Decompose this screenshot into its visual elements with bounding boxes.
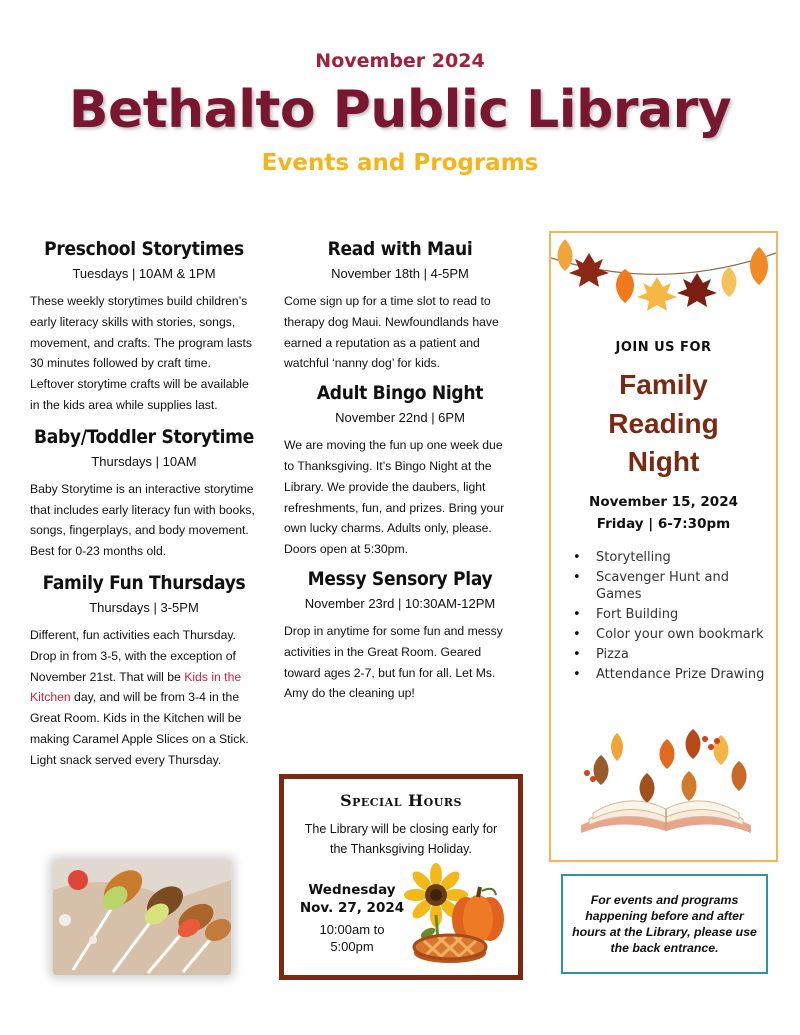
list-item: • Color your own bookmark: [573, 626, 769, 643]
list-item: • Fort Building: [573, 606, 769, 623]
activity-list: [573, 549, 769, 686]
event-time: Friday | 6-7:30pm: [596, 516, 731, 532]
family-reading-night-box: [549, 231, 778, 862]
section-schedule: November 23rd | 10:30AM-12PM: [304, 595, 496, 611]
family-fun-thursdays-section: [30, 570, 258, 771]
special-hours-heading: Special Hours: [340, 791, 462, 810]
special-hours-weekday: Wednesday: [308, 882, 396, 898]
join-us-label: JOIN US FOR: [615, 340, 712, 355]
kids-in-kitchen-highlight: Kids in the Kitchen: [30, 669, 242, 705]
autumn-leaf-garland-icon: [551, 233, 776, 323]
section-schedule: November 22nd | 6PM: [335, 410, 465, 426]
special-hours-date: [294, 881, 410, 917]
section-schedule: November 18th | 4-5PM: [331, 266, 469, 281]
baby-toddler-storytime-section: [30, 424, 258, 562]
section-description: We are moving the fun up one week due to Thanksgiving. It’s Bingo Night at the Library. We provide the daubers, light refreshments, fun, and prizes. Bring your own lucky charms. Adults only, please. Doors open at 5:30pm.: [284, 438, 505, 557]
special-hours-description: The Library will be closing early for the Thanksgiving Holiday.: [304, 822, 498, 856]
preschool-storytimes-section: [30, 236, 258, 416]
event-date: November 15, 2024: [589, 494, 738, 510]
list-item: • Pizza: [573, 646, 769, 663]
special-hours-box: [279, 774, 523, 980]
section-description: Baby Storytime is an interactive storytime that includes early literacy fun with books, songs, fingerplays, and body movement. Best for 0-23 months old.: [30, 481, 255, 559]
section-schedule: Thursdays | 10AM: [91, 453, 197, 469]
section-description: [30, 625, 258, 771]
messy-sensory-play-section: [284, 566, 516, 704]
special-hours-day: Nov. 27, 2024: [299, 900, 405, 916]
list-item: • Attendance Prize Drawing: [573, 666, 769, 683]
list-item: • Scavenger Hunt and Games: [573, 569, 769, 603]
middle-column: [284, 236, 516, 710]
title-line: Reading: [608, 407, 719, 439]
caramel-apple-photo: [53, 860, 231, 975]
special-hours-time-end: 5:00pm: [330, 939, 374, 954]
section-schedule: Tuesdays | 10AM & 1PM: [72, 266, 216, 281]
back-entrance-note-box: [561, 874, 768, 974]
section-heading: Preschool Storytimes: [44, 238, 244, 260]
section-description: These weekly storytimes build children’s early literacy skills with stories, songs, movement, and crafts. The program lasts 30 minutes followed by craft time. Leftover storytime crafts will be available in the kids area while supplies last.: [30, 294, 252, 412]
newsletter-month: November 2024: [315, 50, 485, 72]
special-hours-time: [298, 921, 406, 955]
section-heading: Baby/Toddler Storytime: [33, 425, 254, 448]
description-text: day, and will be from 3-4 in the Great Room. Kids in the Kitchen will be making Caramel Apple Slices on a Stick. Light snack served every Thursday.: [30, 690, 249, 767]
read-with-maui-section: [284, 236, 516, 374]
adult-bingo-night-section: [284, 380, 516, 560]
family-reading-night-datetime: [551, 491, 776, 535]
title-line: Family: [619, 369, 708, 400]
left-column: [30, 236, 258, 777]
family-reading-night-title: [551, 366, 776, 482]
open-book-icon: [571, 729, 761, 847]
section-heading: Family Fun Thursdays: [42, 571, 246, 594]
special-hours-time-start: 10:00am to: [319, 922, 385, 937]
section-heading: Messy Sensory Play: [307, 567, 493, 590]
list-item: • Storytelling: [573, 549, 769, 566]
section-schedule: Thursdays | 3-5PM: [89, 599, 199, 615]
title-line: Night: [627, 446, 700, 477]
newsletter-subtitle: Events and Programs: [261, 150, 539, 176]
section-heading: Adult Bingo Night: [316, 382, 484, 405]
sunflower-pumpkin-pie-icon: [400, 863, 516, 971]
section-description: Come sign up for a time slot to read to therapy dog Maui. Newfoundlands have earned a reputation as a patient and watchful ‘nanny dog’ for kids.: [284, 294, 499, 371]
section-heading: Read with Maui: [327, 238, 473, 260]
back-entrance-note: For events and programs happening before and after hours at the Library, please use the back entrance.: [572, 893, 757, 955]
section-description: Drop in anytime for some fun and messy activities in the Great Room. Geared toward ages 2-7, but fun for all. Let Ms. Amy do the cleaning up!: [284, 623, 503, 701]
library-name-title: Bethalto Public Library: [68, 80, 732, 140]
description-text: Different, fun activities each Thursday. Drop in from 3-5, with the exception of November 21st. That will be: [30, 627, 236, 684]
